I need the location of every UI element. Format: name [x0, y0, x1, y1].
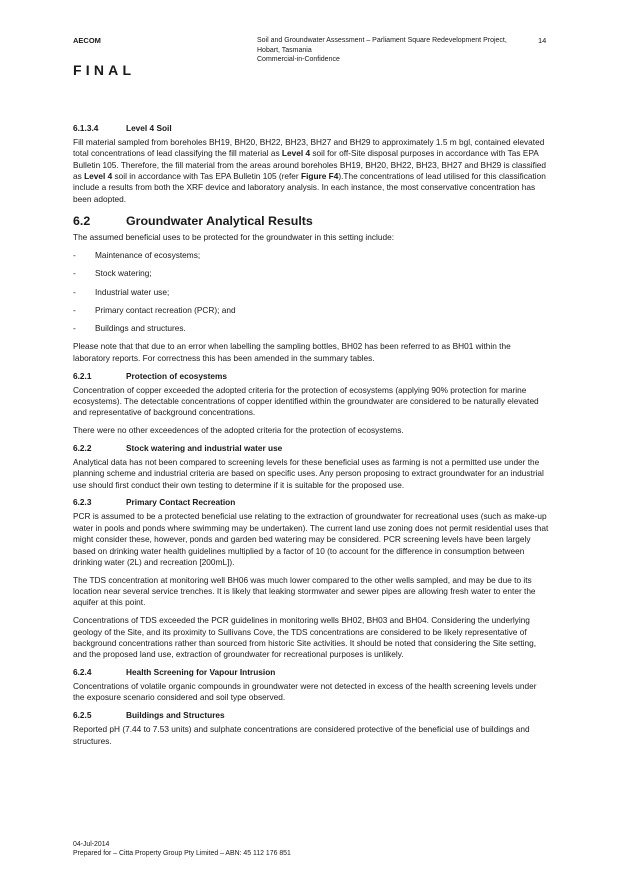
stock-watering-paragraph: Analytical data has not been compared to screening levels for these beneficial uses as farming is not a permitted use under the planning scheme and industrial criteria are based on specific uses. Any person proposing to extract groundwater for an industrial use should first conduct their own testing to determine if it is suitable for the proposed use.	[73, 456, 544, 490]
section-6-2-5-heading	[73, 710, 549, 720]
buildings-paragraph: Reported pH (7.44 to 7.53 units) and sulphate concentrations are considered protective of the beneficial use of buildings and structures.	[73, 724, 530, 746]
pcr-paragraph-1: PCR is assumed to be a protected beneficial use relating to the extraction of groundwater for recreational uses (such as make-up water in pools and ponds where swimming may be undertaken). The current land use zoning does not permit residential uses that might consider these, however, ponds and garden bed watering may be considered. PCR screening levels have been largely based on drinking water health guidelines multiplied by a factor of 10 (to account for the difference in consumption between drinking water (2L) and recreation [200mL]).	[73, 511, 549, 567]
header-line-2: Hobart, Tasmania	[257, 46, 312, 54]
list-item: - Stock watering;	[73, 268, 152, 279]
list-item: - Buildings and structures.	[73, 323, 186, 334]
ecosystems-paragraph-1: Concentration of copper exceeded the adopted criteria for the protection of ecosystems (applying 90% protection for marine ecosystems). The detectable concentrations of copper identified within the groundwater are considered to be naturally elevated and representative of background concentrations.	[73, 384, 539, 418]
section-number: 6.2.4	[73, 667, 92, 678]
ecosystems-paragraph-2: There were no other exceedences of the adopted criteria for the protection of ecosystems.	[73, 425, 404, 436]
section-number: 6.1.3.4	[73, 123, 99, 133]
section-title: Buildings and Structures	[126, 710, 225, 721]
vapour-intrusion-paragraph: Concentrations of volatile organic compounds in groundwater were not detected in excess of the health screening levels under the exposure scenario considered and soil type observed.	[73, 681, 537, 703]
section-number: 6.2	[73, 214, 91, 229]
page-footer	[73, 840, 291, 858]
section-title: Groundwater Analytical Results	[126, 214, 313, 229]
section-6-2-3-heading	[73, 497, 549, 507]
section-title: Level 4 Soil	[126, 123, 172, 133]
section-number: 6.2.1	[73, 370, 92, 381]
section-title: Stock watering and industrial water use	[126, 442, 283, 453]
list-item: - Industrial water use;	[73, 286, 170, 297]
section-number: 6.2.5	[73, 710, 92, 721]
section-title: Health Screening for Vapour Intrusion	[126, 667, 276, 678]
section-title: Primary Contact Recreation	[126, 497, 236, 508]
groundwater-intro: The assumed beneficial uses to be protected for the groundwater in this setting include:	[73, 232, 395, 243]
figure-f4-reference: Figure F4	[301, 171, 339, 182]
footer-prepared-for: Prepared for – Citta Property Group Pty Limited – ABN: 45 112 176 851	[73, 850, 291, 857]
section-6-1-3-4-heading	[73, 123, 549, 133]
beneficial-uses-list	[73, 250, 549, 334]
footer-date: 04-Jul-2014	[73, 841, 110, 848]
page-number: 14	[538, 36, 547, 45]
labelling-note: Please note that that due to an error when labelling the sampling bottles, BH02 has been referred to as BH01 within the laboratory reports. For correctness this has been amended in the summary tables.	[73, 341, 511, 363]
level-4-soil-paragraph: Fill material sampled from boreholes BH19, BH20, BH22, BH23, BH27 and BH29 to approximately 1.5 m bgl, contained elevated total concentrations of lead classifying the fill material as Level 4 soil for off-Site disposal purposes in accordance with Tas EPA Bulletin 105. Therefore, the fill material from the areas around boreholes BH19, BH20, BH22, BH23, BH27 and BH29 is classified as Level 4 soil in accordance with Tas EPA Bulletin 105 (refer Figure F4).The concentrations of lead utilised for this classification include a results from both the XRF device and laboratory analysis. In each instance, the most conservative concentration has been adopted.	[73, 137, 547, 204]
section-number: 6.2.2	[73, 442, 92, 453]
section-6-2-4-heading	[73, 667, 549, 677]
header-document-title	[257, 36, 527, 65]
list-item: - Maintenance of ecosystems;	[73, 249, 201, 260]
section-6-2-2-heading	[73, 443, 549, 453]
page-content	[73, 123, 549, 753]
list-item: - Primary contact recreation (PCR); and	[73, 304, 236, 315]
section-title: Protection of ecosystems	[126, 370, 227, 381]
section-6-2-1-heading	[73, 371, 549, 381]
header-line-1: Soil and Groundwater Assessment – Parliament Square Redevelopment Project,	[257, 37, 507, 44]
section-number: 6.2.3	[73, 497, 92, 508]
section-6-2-heading	[73, 214, 549, 228]
document-status: FINAL	[73, 62, 136, 78]
pcr-paragraph-2: The TDS concentration at monitoring well BH06 was much lower compared to the other wells sampled, and may be due to its location near several service trenches. It is likely that leaking stormwater and sewer pipes are allowing fresh water to enter the aquifer at this point.	[73, 574, 536, 608]
header-company: AECOM	[73, 36, 101, 45]
pcr-paragraph-3: Concentrations of TDS exceeded the PCR guidelines in monitoring wells BH02, BH03 and BH04. Considering the underlying geology of the Site, and its proximity to Sullivans Cove, the TDS concentrations are considered to be likely representative of background concentrations rather than sourced from historic Site activities. It should be noted that considering the Site setting, and the proposed land use, extraction of groundwater for recreational purposes is unlikely.	[73, 615, 537, 660]
header-line-3: Commercial-in-Confidence	[257, 56, 340, 64]
